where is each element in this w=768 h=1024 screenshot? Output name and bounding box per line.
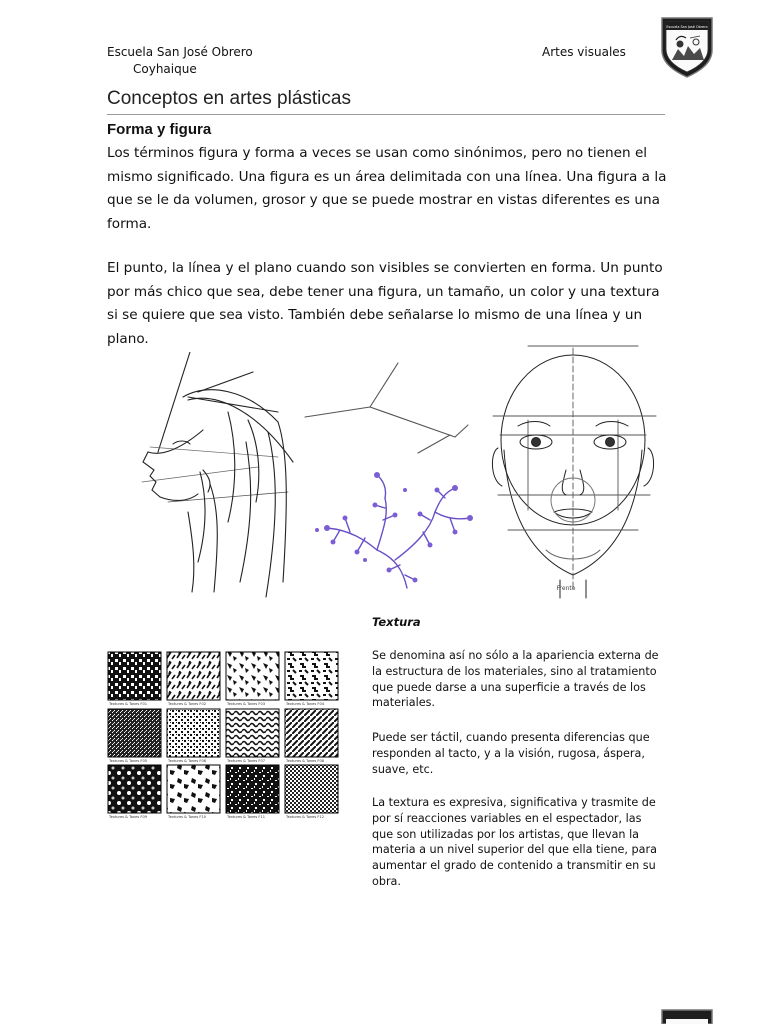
tile-caption: Textures & Tones F08: [286, 759, 325, 763]
line-branch-drawing: [300, 355, 475, 475]
texture-tile: [108, 765, 161, 813]
school-city: Coyhaique: [133, 62, 197, 76]
texture-tile: [226, 652, 279, 700]
texture-tile: [167, 765, 220, 813]
tile-caption: Textures & Tones F05: [109, 759, 148, 763]
profile-head-sketch: [128, 352, 298, 602]
tile-caption: Textures & Tones F01: [109, 702, 148, 706]
textura-label: Textura: [372, 615, 421, 629]
tile-caption: Textures & Tones F06: [168, 759, 207, 763]
textura-paragraph-3: La textura es expresiva, significativa y trasmite de por sí reacciones variables en el espectador, las que son utilizadas por los artistas, que llevan la materia a un nivel superior del que ella tiene, para aumentar el grado de contenido a transmitir en su obra.: [372, 796, 657, 888]
tile-caption: Textures & Tones F11: [227, 815, 266, 819]
texture-tile: [285, 765, 338, 813]
subject-name: Artes visuales: [542, 45, 626, 59]
texture-tile: [167, 709, 220, 757]
tile-caption: Textures & Tones F03: [227, 702, 266, 706]
texture-tile: [108, 709, 161, 757]
texture-tile: [226, 709, 279, 757]
tile-caption: Textures & Tones F07: [227, 759, 266, 763]
texture-tile-row-3: [108, 765, 338, 813]
crest-text: Escuela San José Obrero: [666, 25, 708, 29]
texture-samples-grid: [106, 650, 342, 822]
school-name: Escuela San José Obrero: [107, 45, 253, 59]
tile-caption: Textures & Tones F12: [286, 815, 325, 819]
textura-paragraph-1: Se denomina así no sólo a la apariencia externa de la estructura de los materiales, sino al tratamiento que puede darse a una superficie a través de los materiales.: [372, 649, 659, 710]
face-caption: Frente: [556, 585, 576, 592]
title-underline: [107, 114, 665, 115]
tile-caption: Textures & Tones F10: [168, 815, 207, 819]
frontal-face-proportions: [488, 340, 663, 600]
forma-paragraph-2: El punto, la línea y el plano cuando son visibles se convierten en forma. Un punto por más chico que sea, debe tener una figura, un tamaño, un color y una textura si se quiere que sea visto. También debe señalarse lo mismo de una línea y un plano.: [107, 260, 663, 347]
forma-paragraph-1: Los términos figura y forma a veces se usan como sinónimos, pero no tienen el mismo significado. Una figura es un área delimitada con una línea. Una figura a la que se le da volumen, grosor y que se puede mostrar en vistas diferentes es una forma.: [107, 145, 667, 232]
texture-tile-row-1: [108, 652, 338, 700]
texture-tile: [108, 652, 161, 700]
texture-tile: [285, 652, 338, 700]
fractal-plant-drawing: [305, 470, 480, 595]
texture-tile: [285, 709, 338, 757]
tile-caption: Textures & Tones F04: [286, 702, 325, 706]
texture-tile: [226, 765, 279, 813]
next-page-crest-fragment: [660, 1008, 714, 1024]
texture-tile: [167, 652, 220, 700]
textura-paragraph-2: Puede ser táctil, cuando presenta diferencias que responden al tacto, y a la visión, rugosa, áspera, suave, etc.: [372, 731, 650, 776]
tile-caption: Textures & Tones F09: [109, 815, 148, 819]
texture-tile-row-2: [108, 709, 338, 757]
tile-caption: Textures & Tones F02: [168, 702, 207, 706]
document-title: Conceptos en artes plásticas: [107, 88, 351, 109]
school-crest-logo: [660, 16, 714, 78]
section-heading: Forma y figura: [107, 121, 212, 138]
